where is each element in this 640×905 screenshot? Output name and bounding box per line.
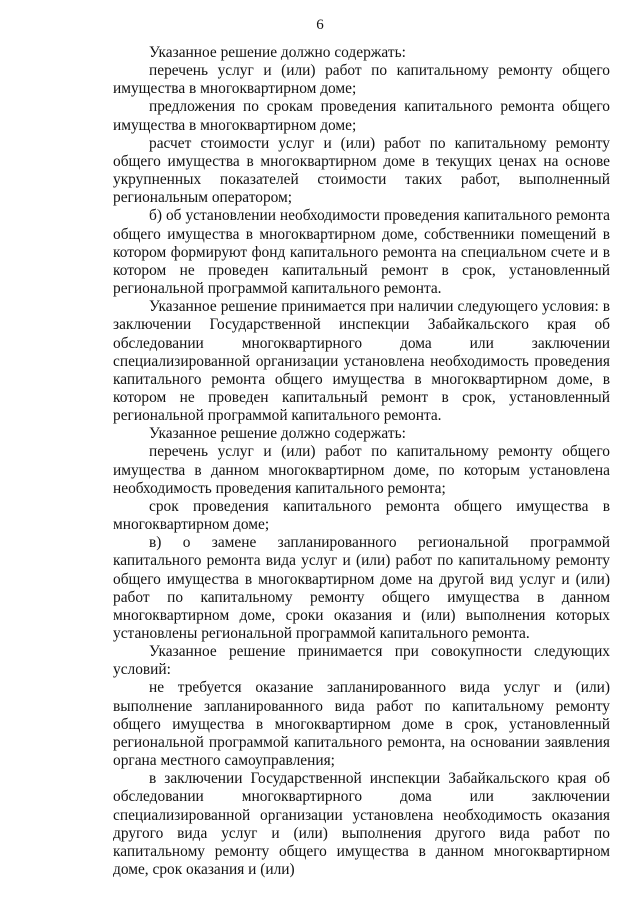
paragraph: Указанное решение принимается при совокупности следующих условий: <box>113 643 610 679</box>
paragraph: Указанное решение должно содержать: <box>149 44 406 61</box>
paragraph: в заключении Государственной инспекции Забайкальского края об обследовании многоквартирного дома или заключении специализированной организации установлена необходимость оказания другого вида услуг и (или) выполнения другого вида работ по капитальному ремонту общего имущества в данном многоквартирном доме, срок оказания и (или) <box>113 770 610 879</box>
paragraph: предложения по срокам проведения капитального ремонта общего имущества в многоквартирном доме; <box>113 98 610 134</box>
paragraph: Указанное решение принимается при наличии следующего условия: в заключении Государственной инспекции Забайкальского края об обследовании многоквартирного дома или заключении специализированной организации установлена необходимость проведения капитального ремонта общего имущества в многоквартирном доме, в котором не проведен капитальный ремонт в срок, установленный региональной программой капитального ремонта. <box>113 298 610 425</box>
paragraph: б) об установлении необходимости проведения капитального ремонта общего имущества в многоквартирном доме, собственники помещений в котором формируют фонд капитального ремонта на специальном счете и в котором не проведен капитальный ремонт в срок, установленный региональной программой капитального ремонта. <box>113 207 610 298</box>
paragraph: в) о замене запланированного региональной программой капитального ремонта вида услуг и (или) работ по капитальному ремонту общего имущества в многоквартирном доме на другой вид услуг и (или) работ по капитальному ремонту общего имущества в данном многоквартирном доме, сроки оказания и (или) выполнения которых установлены региональной программой капитального ремонта. <box>113 534 610 642</box>
paragraph: расчет стоимости услуг и (или) работ по капитальному ремонту общего имущества в многоквартирном доме в текущих ценах на основе укрупненных показателей стоимости таких работ, выполненный региональным оператором; <box>113 134 610 207</box>
paragraph: Указанное решение должно содержать: <box>149 425 406 443</box>
paragraph: перечень услуг и (или) работ по капитальному ремонту общего имущества в данном многоквартирном доме, по которым установлена необходимость проведения капитального ремонта; <box>113 443 610 497</box>
document-body <box>113 44 610 879</box>
paragraph: не требуется оказание запланированного вида услуг и (или) выполнение запланированного вида работ по капитальному ремонту общего имущества в многоквартирном доме в срок, установленный региональной программой капитального ремонта, на основании заявления органа местного самоуправления; <box>113 679 610 770</box>
page-number: 6 <box>316 17 324 33</box>
paragraph: срок проведения капитального ремонта общего имущества в многоквартирном доме; <box>113 497 610 534</box>
paragraph: перечень услуг и (или) работ по капитальному ремонту общего имущества в многоквартирном доме; <box>113 62 610 98</box>
